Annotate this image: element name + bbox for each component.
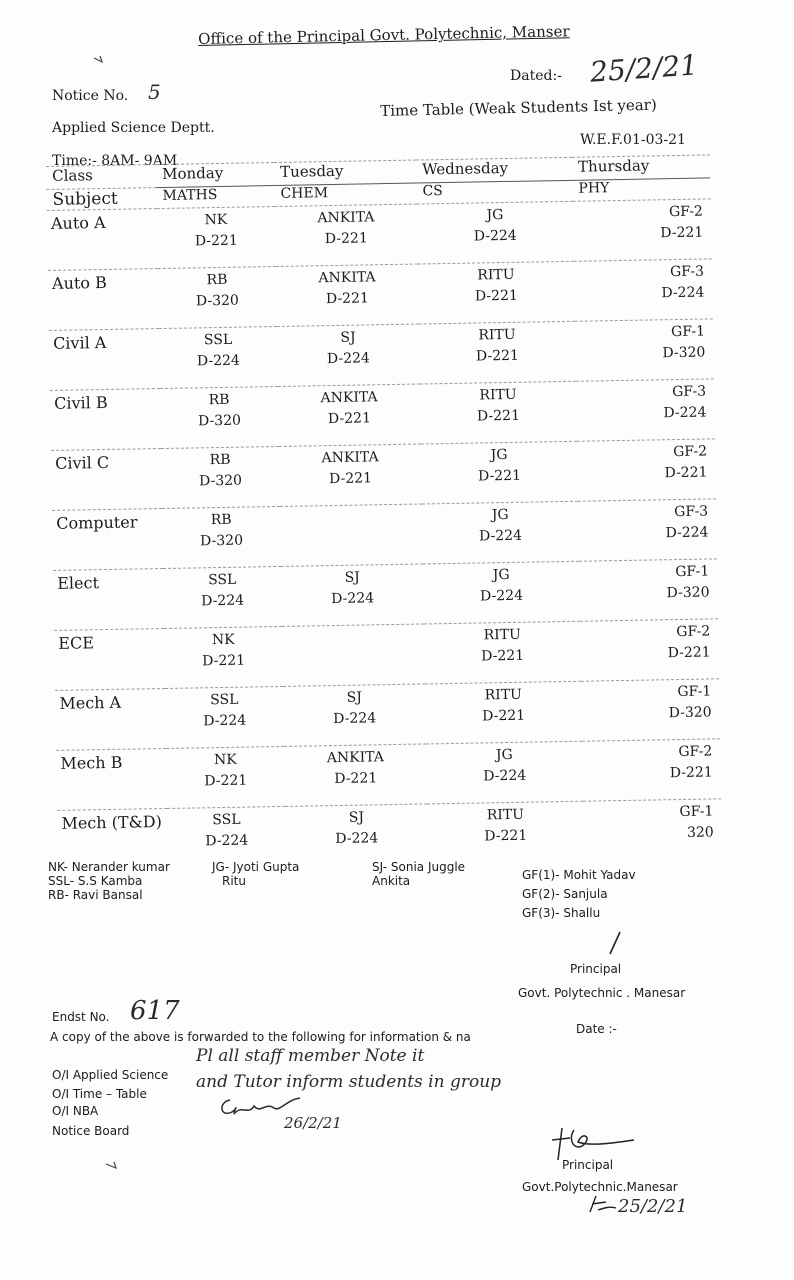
teacher-code: SJ xyxy=(346,689,363,706)
department: Applied Science Deptt. xyxy=(52,120,215,136)
room-number: D-224 xyxy=(201,592,245,610)
room-number: D-224 xyxy=(326,350,371,368)
room-number: D-320 xyxy=(195,292,239,310)
room-number: D-224 xyxy=(203,712,247,730)
cc-list-item: Notice Board xyxy=(52,1124,130,1138)
legend-col-2 xyxy=(212,860,299,888)
cell-thursday xyxy=(575,319,714,381)
cell-thursday xyxy=(582,739,721,801)
cell-thursday xyxy=(581,679,720,741)
cell-monday xyxy=(167,806,286,868)
teacher-code: NK xyxy=(204,211,228,229)
class-name: Civil B xyxy=(50,389,161,451)
room-number: D-221 xyxy=(664,464,708,482)
cell-thursday xyxy=(580,619,719,681)
cell-tuesday xyxy=(283,684,426,746)
cell-thursday xyxy=(574,259,713,321)
copy-forward-text: A copy of the above is forwarded to the following for information & na xyxy=(50,1030,471,1044)
wef-date: W.E.F.01-03-21 xyxy=(580,132,686,148)
teacher-code: RITU xyxy=(486,806,525,824)
room-number: D-221 xyxy=(474,287,518,305)
room-number: D-221 xyxy=(481,647,525,665)
class-name: Computer xyxy=(52,509,163,571)
class-name: Elect xyxy=(53,569,164,631)
room-number: D-221 xyxy=(202,652,246,670)
cell-wednesday xyxy=(426,741,583,804)
signature-date: 25/2/21 xyxy=(618,1196,688,1217)
teacher-code: JG xyxy=(495,746,513,764)
teacher-code: GF-1 xyxy=(675,563,710,581)
cc-list-item: O/I NBA xyxy=(52,1104,99,1118)
cell-wednesday xyxy=(427,801,584,863)
notice-number-label: Notice No. xyxy=(52,88,129,104)
cell-wednesday xyxy=(418,261,575,324)
initials-signature-icon xyxy=(586,1192,618,1216)
cc-list-item: O/I Time – Table xyxy=(52,1087,147,1101)
teacher-code: ANKITA xyxy=(318,269,376,287)
class-name: Auto B xyxy=(48,269,159,331)
subject-thursday: PHY xyxy=(572,178,710,201)
teacher-code: SSL xyxy=(212,811,241,829)
handwritten-date: 26/2/21 xyxy=(284,1114,342,1132)
room-number: D-224 xyxy=(479,587,524,605)
cell-monday xyxy=(157,207,276,269)
header-wednesday: Wednesday xyxy=(416,157,572,183)
office-title: Office of the Principal Govt. Polytechnic, Manser xyxy=(198,22,570,48)
room-number: D-224 xyxy=(473,227,517,245)
teacher-code xyxy=(280,506,422,529)
teacher-code: RITU xyxy=(479,386,517,404)
subject-monday: MATHS xyxy=(156,186,274,209)
room-number: D-224 xyxy=(663,404,707,422)
room-number: D-224 xyxy=(478,527,523,545)
room-number: D-221 xyxy=(482,707,526,725)
teacher-code: GF-3 xyxy=(671,383,707,401)
room-number: D-224 xyxy=(665,524,709,542)
teacher-code: GF-2 xyxy=(676,623,711,641)
cell-monday xyxy=(165,686,284,748)
cc-list-item: O/I Applied Science xyxy=(52,1068,169,1082)
timetable-title: Time Table (Weak Students Ist year) xyxy=(380,95,657,120)
class-name: Mech (T&D) xyxy=(57,808,168,869)
room-number xyxy=(280,527,422,550)
room-number: D-221 xyxy=(477,467,522,485)
stray-mark-icon xyxy=(92,54,106,66)
cell-wednesday xyxy=(420,381,577,444)
class-name: Civil C xyxy=(51,449,162,511)
cell-thursday xyxy=(577,439,716,501)
legend-col-4 xyxy=(522,866,636,923)
teacher-code: ANKITA xyxy=(321,449,379,467)
room-number: 320 xyxy=(686,824,714,841)
class-name: Civil A xyxy=(49,329,160,391)
teacher-code: GF-2 xyxy=(668,203,704,221)
cell-tuesday xyxy=(281,564,424,626)
class-name: ECE xyxy=(54,629,165,691)
cell-tuesday xyxy=(277,324,420,386)
legend-col-1 xyxy=(48,860,170,902)
room-number: D-221 xyxy=(484,827,528,845)
room-number: D-221 xyxy=(667,644,711,662)
principal-title-1: Principal xyxy=(570,962,622,976)
endorsement-number: 617 xyxy=(130,996,180,1026)
teacher-code: SSL xyxy=(203,331,233,349)
teacher-code: GF-2 xyxy=(678,743,713,761)
dated-label: Dated:- xyxy=(510,68,562,84)
room-number: D-224 xyxy=(333,710,377,728)
class-name: Mech B xyxy=(56,748,167,810)
legend-entry: GF(1)- Mohit Yadav xyxy=(522,868,636,882)
cell-monday xyxy=(163,566,282,628)
room-number: D-221 xyxy=(475,347,519,365)
cell-thursday xyxy=(578,499,717,561)
room-number xyxy=(282,647,424,670)
cell-monday xyxy=(166,746,285,808)
room-number: D-224 xyxy=(335,830,379,848)
teacher-code: SJ xyxy=(348,809,365,826)
legend-entry: SSL- S.S Kamba xyxy=(48,874,143,888)
room-number: D-224 xyxy=(330,590,375,608)
cell-wednesday xyxy=(419,321,576,384)
cell-tuesday xyxy=(285,804,428,866)
room-number: D-221 xyxy=(476,407,521,425)
room-number: D-221 xyxy=(325,290,369,308)
teacher-code: RB xyxy=(208,391,230,409)
cell-monday xyxy=(164,626,283,688)
institution-name-2: Govt.Polytechnic.Manesar xyxy=(522,1180,678,1194)
room-number: D-320 xyxy=(666,584,710,602)
room-number: D-224 xyxy=(483,767,527,785)
cell-wednesday xyxy=(423,561,580,624)
legend-entry: GF(3)- Shallu xyxy=(522,906,601,920)
room-number: D-224 xyxy=(661,284,705,302)
teacher-code: RITU xyxy=(483,626,522,644)
cell-tuesday xyxy=(279,444,422,506)
cell-thursday xyxy=(583,799,722,861)
class-name: Auto A xyxy=(47,209,158,271)
legend-entry: SJ- Sonia Juggle xyxy=(372,860,466,874)
room-number: D-224 xyxy=(205,832,249,850)
teacher-code: JG xyxy=(492,566,510,584)
teacher-code: RITU xyxy=(484,686,523,704)
dated-value: 25/2/21 xyxy=(588,48,699,89)
room-number: D-320 xyxy=(199,532,244,550)
cell-tuesday xyxy=(276,264,419,326)
teacher-code xyxy=(282,626,424,649)
header-tuesday: Tuesday xyxy=(274,160,416,185)
handwritten-note-line-2: and Tutor inform students in group xyxy=(196,1072,502,1092)
teacher-code: ANKITA xyxy=(317,209,375,227)
header-monday: Monday xyxy=(156,163,274,188)
stray-mark-icon xyxy=(104,1160,120,1172)
legend-entry: Ankita xyxy=(372,874,411,888)
teacher-code: GF-1 xyxy=(677,683,712,701)
cell-wednesday xyxy=(417,201,574,264)
teacher-code: GF-1 xyxy=(670,323,706,341)
room-number: D-320 xyxy=(198,472,243,490)
header-thursday: Thursday xyxy=(572,155,710,180)
legend-entry: NK- Nerander kumar xyxy=(48,860,170,874)
legend-col-3 xyxy=(372,860,465,888)
teacher-code: ANKITA xyxy=(326,749,385,767)
cell-tuesday xyxy=(275,204,418,266)
class-name: Mech A xyxy=(55,689,166,751)
time-slot: Time:- 8AM- 9AM xyxy=(52,153,178,169)
cell-thursday xyxy=(573,199,712,261)
teacher-code: NK xyxy=(213,751,237,769)
teacher-code: JG xyxy=(486,207,504,224)
teacher-code: SSL xyxy=(207,571,237,589)
cell-monday xyxy=(159,326,278,388)
subject-wednesday: CS xyxy=(416,180,572,204)
cell-thursday xyxy=(576,379,715,441)
teacher-code: JG xyxy=(490,446,508,464)
room-number: D-320 xyxy=(197,412,242,430)
room-number: D-221 xyxy=(327,410,372,428)
room-number: D-320 xyxy=(668,704,712,722)
cell-tuesday xyxy=(280,504,423,566)
cell-monday xyxy=(162,506,281,568)
teacher-code: RITU xyxy=(478,326,516,344)
room-number: D-221 xyxy=(204,772,248,790)
endorsement-label: Endst No. xyxy=(52,1010,110,1024)
teacher-code: RITU xyxy=(477,266,515,284)
room-number: D-320 xyxy=(662,344,706,362)
teacher-code: RB xyxy=(209,451,231,469)
header-class: Class xyxy=(46,165,156,190)
cell-thursday xyxy=(579,559,718,621)
room-number: D-221 xyxy=(194,232,238,250)
cell-wednesday xyxy=(425,681,582,744)
room-number: D-221 xyxy=(324,230,368,248)
teacher-code: ANKITA xyxy=(320,389,378,407)
legend-entry: RB- Ravi Bansal xyxy=(48,888,143,902)
cell-wednesday xyxy=(422,501,579,564)
room-number: D-221 xyxy=(334,770,378,788)
institution-name-1: Govt. Polytechnic . Manesar xyxy=(518,986,686,1000)
teacher-code: NK xyxy=(211,631,235,649)
teacher-code: GF-3 xyxy=(674,503,709,521)
teacher-code: JG xyxy=(491,506,509,524)
teacher-code: RB xyxy=(210,511,232,529)
timetable xyxy=(46,154,722,855)
cell-monday xyxy=(160,386,279,448)
cell-wednesday xyxy=(421,441,578,504)
teacher-code: GF-3 xyxy=(669,263,705,281)
legend-entry: JG- Jyoti Gupta xyxy=(212,860,300,874)
cell-wednesday xyxy=(424,621,581,684)
subject-label: Subject xyxy=(46,188,156,211)
cell-tuesday xyxy=(282,624,425,686)
teacher-code: SJ xyxy=(340,329,356,346)
teacher-code: RB xyxy=(206,271,228,289)
handwritten-note-line-1: Pl all staff member Note it xyxy=(196,1046,425,1066)
date-label: Date :- xyxy=(576,1022,617,1036)
timetable-grid xyxy=(46,154,722,869)
room-number: D-224 xyxy=(196,352,241,370)
cell-tuesday xyxy=(278,384,421,446)
notice-number-value: 5 xyxy=(148,80,161,104)
teacher-code: GF-1 xyxy=(679,803,714,821)
room-number: D-221 xyxy=(660,224,704,242)
room-number: D-221 xyxy=(669,764,713,782)
teacher-code: GF-2 xyxy=(673,443,708,461)
subject-tuesday: CHEM xyxy=(274,183,416,206)
room-number: D-221 xyxy=(328,470,373,488)
signature-mark-1 xyxy=(604,930,626,956)
legend-entry: GF(2)- Sanjula xyxy=(522,887,608,901)
teacher-code: SJ xyxy=(344,569,360,586)
cell-tuesday xyxy=(284,744,427,806)
teacher-code: SSL xyxy=(210,691,239,709)
principal-title-2: Principal xyxy=(562,1158,614,1172)
cell-monday xyxy=(161,446,280,508)
cell-monday xyxy=(158,267,277,329)
legend-entry: Ritu xyxy=(222,874,246,888)
